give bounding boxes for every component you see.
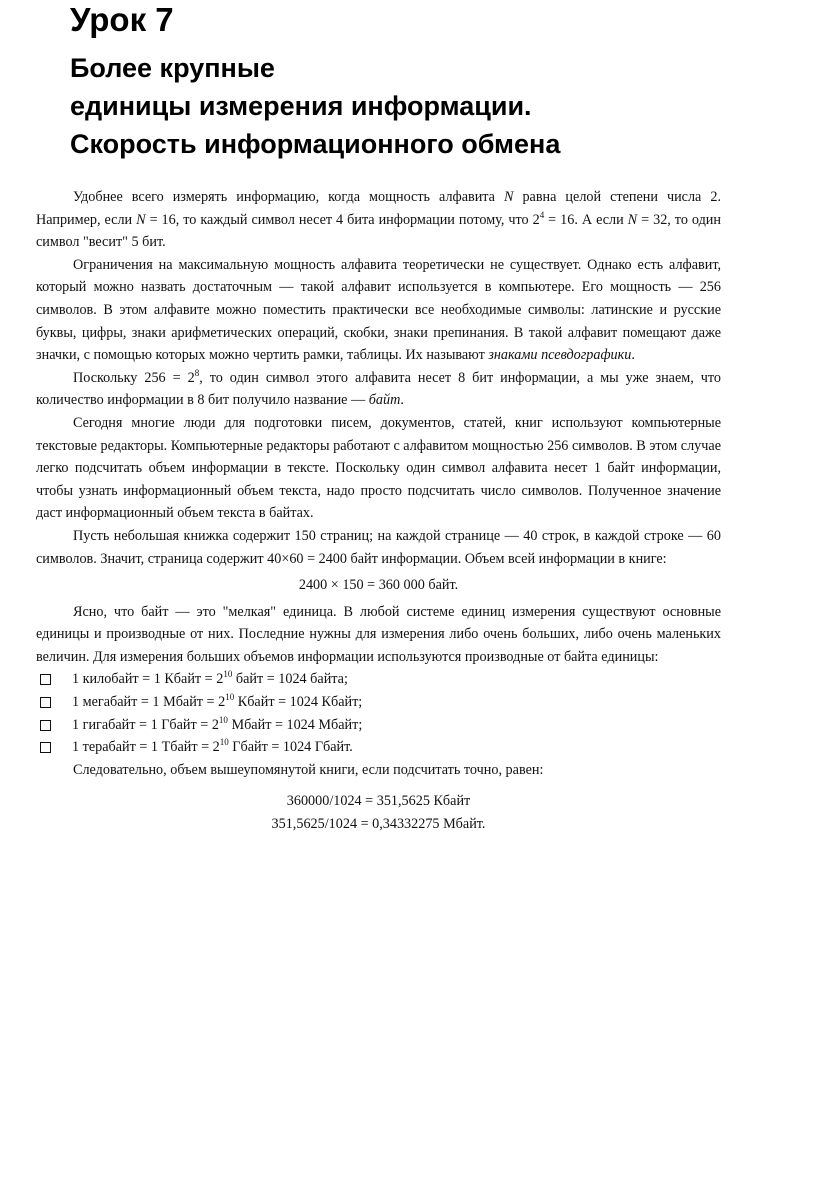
unit-list-item: 1 терабайт = 1 Тбайт = $2^{10}$ Гбайт = 1024 Гбайт. <box>36 736 721 759</box>
checkbox-bullet-icon <box>40 742 51 753</box>
term-byte: байт <box>368 392 401 409</box>
checkbox-bullet-icon <box>40 720 51 731</box>
lesson-title-line-1: Более крупные <box>70 53 275 83</box>
formula-kbyte: 360000/1024 = 351,5625 Кбайт <box>286 793 471 810</box>
formula-book-volume: 2400 × 150 = 360 000 байт. <box>298 577 459 594</box>
unit-list-item: 1 килобайт = 1 Кбайт = $2^{10}$ байт = 1024 байта; <box>36 668 721 691</box>
unit-list-item: 1 гигабайт = 1 Гбайт = $2^{10}$ Мбайт = 1024 Мбайт; <box>36 714 721 737</box>
paragraph-book-example: Пусть небольшая книжка содержит 150 страниц; на каждой странице — 40 строк, в каждой строке — 60 символов. Значит, страница содержит 40×60 = 2400 байт информации. Объем всей информации в книге: <box>36 527 721 567</box>
paragraph-derived-units: Ясно, что байт — это "мелкая" единица. В любой системе единиц измерения существуют основные единицы и производные от них. Последние нужны для измерения либо очень больших, либо очень маленьких величин. Для измерения больших объемов информации используются производные от байта единицы: <box>36 603 721 665</box>
paragraph-max-alphabet: Ограничения на максимальную мощность алфавита теоретически не существует. Однако есть алфавит, который можно назвать достаточным — такой алфавит используется в компьютере. Его мощность — 256 символов. В этом алфавите можно поместить практически все необходимые символы: латинские и русские буквы, цифры, знаки арифметических операций, скобки, знаки препинания. В такой алфавит помещают даже значки, с помощью которых можно чертить рамки, таблицы. Их называют знаками псевдографики. <box>36 256 721 364</box>
paragraph-conclusion: Следовательно, объем вышеупомянутой книги, если подсчитать точно, равен: <box>73 761 544 778</box>
lesson-title <box>70 49 560 163</box>
formula-conversion-block <box>36 790 721 835</box>
paragraph-byte-definition: Поскольку $256 = 2^8$, то один символ этого алфавита несет 8 бит информации, а мы уже знаем, что количество информации в 8 бит получило название — байт. <box>36 367 721 409</box>
lesson-title-line-3: Скорость информационного обмена <box>70 129 561 159</box>
lesson-title-line-2: единицы измерения информации. <box>70 91 532 121</box>
checkbox-bullet-icon <box>40 674 51 685</box>
unit-list-item: 1 мегабайт = 1 Мбайт = $2^{10}$ Кбайт = 1024 Кбайт; <box>36 691 721 714</box>
checkbox-bullet-icon <box>40 697 51 708</box>
lesson-body <box>36 186 721 836</box>
paragraph-text-editors: Сегодня многие люди для подготовки писем, документов, статей, книг используют компьютерные текстовые редакторы. Компьютерные редакторы работают с алфавитом мощностью 256 символов. В этом случае легко подсчитать объем информации в тексте. Поскольку один символ алфавита несет 1 байт информации, чтобы узнать информационный объем текста, надо просто подсчитать число символов. Полученное значение даст информационный объем текста в байтах. <box>36 414 721 522</box>
lesson-number: Урок 7 <box>70 1 174 38</box>
paragraph-alphabet-power: Удобнее всего измерять информацию, когда мощность алфавита N равна целой степени числа 2. Например, если N = 16, то каждый символ несет 4 бита информации потому, что $2^4 = 16$. А если N = 32, то один символ "весит" 5 бит. <box>36 189 721 251</box>
term-pseudographics: знаками псевдографики <box>488 347 632 364</box>
formula-mbyte: 351,5625/1024 = 0,34332275 Мбайт. <box>271 816 486 833</box>
unit-list <box>36 668 721 758</box>
